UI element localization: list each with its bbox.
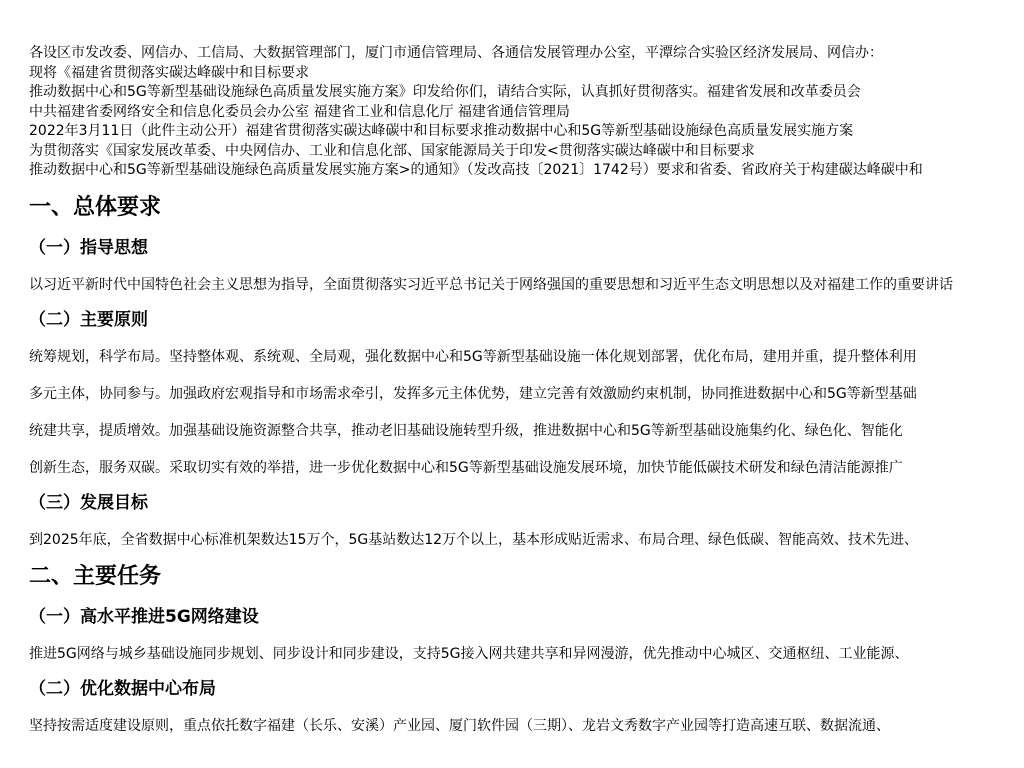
header-line: 推动数据中心和5G等新型基础设施绿色高质量发展实施方案>的通知》（发改高技〔2021〕1742号）要求和省委、省政府关于构建碳达峰碳中和 xyxy=(29,162,923,178)
section-heading-general-requirements: 一、总体要求 xyxy=(29,194,162,220)
notice-header xyxy=(29,44,1024,181)
subsection-heading-data-center-layout: （二）优化数据中心布局 xyxy=(29,678,216,699)
paragraph: 统筹规划，科学布局。坚持整体观、系统观、全局观，强化数据中心和5G等新型基础设施一体化规划部署，优化布局，建用并重，提升整体利用 xyxy=(29,348,917,365)
header-line: 中共福建省委网络安全和信息化委员会办公室 福建省工业和信息化厅 福建省通信管理局 xyxy=(29,103,570,120)
header-line: 各设区市发改委、网信办、工信局、大数据管理部门，厦门市通信管理局、各通信发展管理办公室，平潭综合实验区经济发展局、网信办： xyxy=(29,45,883,61)
subsection-heading-development-goals: （三）发展目标 xyxy=(29,492,148,513)
paragraph: 以习近平新时代中国特色社会主义思想为指导，全面贯彻落实习近平总书记关于网络强国的重要思想和习近平生态文明思想以及对福建工作的重要讲话 xyxy=(29,276,953,293)
paragraph: 统建共享，提质增效。加强基础设施资源整合共享，推动老旧基础设施转型升级，推进数据中心和5G等新型基础设施集约化、绿色化、智能化 xyxy=(29,422,903,439)
paragraph: 多元主体，协同参与。加强政府宏观指导和市场需求牵引，发挥多元主体优势，建立完善有效激励约束机制，协同推进数据中心和5G等新型基础 xyxy=(29,385,917,402)
section-heading-main-tasks: 二、主要任务 xyxy=(29,563,162,589)
paragraph: 推进5G网络与城乡基础设施同步规划、同步设计和同步建设，支持5G接入网共建共享和异网漫游，优先推动中心城区、交通枢纽、工业能源、 xyxy=(29,645,909,662)
subsection-heading-guiding-ideology: （一）指导思想 xyxy=(29,237,148,258)
header-line: 推动数据中心和5G等新型基础设施绿色高质量发展实施方案》印发给你们，请结合实际，认真抓好贯彻落实。福建省发展和改革委员会 xyxy=(29,84,861,100)
subsection-heading-main-principles: （二）主要原则 xyxy=(29,309,148,330)
subsection-heading-5g-network: （一）高水平推进5G网络建设 xyxy=(29,606,259,627)
paragraph: 坚持按需适度建设原则，重点依托数字福建（长乐、安溪）产业园、厦门软件园（三期）、龙岩文秀数字产业园等打造高速互联、数据流通、 xyxy=(29,717,890,734)
header-line: 现将《福建省贯彻落实碳达峰碳中和目标要求 xyxy=(29,64,309,81)
document-page xyxy=(29,44,1024,768)
paragraph: 创新生态，服务双碳。采取切实有效的举措，进一步优化数据中心和5G等新型基础设施发展环境，加快节能低碳技术研发和绿色清洁能源推广 xyxy=(29,459,903,476)
header-line: 2022年3月11日（此件主动公开）福建省贯彻落实碳达峰碳中和目标要求推动数据中心和5G等新型基础设施绿色高质量发展实施方案 xyxy=(29,123,854,139)
header-line: 为贯彻落实《国家发展改革委、中央网信办、工业和信息化部、国家能源局关于印发<贯彻落实碳达峰碳中和目标要求 xyxy=(29,142,755,159)
paragraph: 到2025年底，全省数据中心标准机架数达15万个，5G基站数达12万个以上，基本形成贴近需求、布局合理、绿色低碳、智能高效、技术先进、 xyxy=(29,531,919,548)
